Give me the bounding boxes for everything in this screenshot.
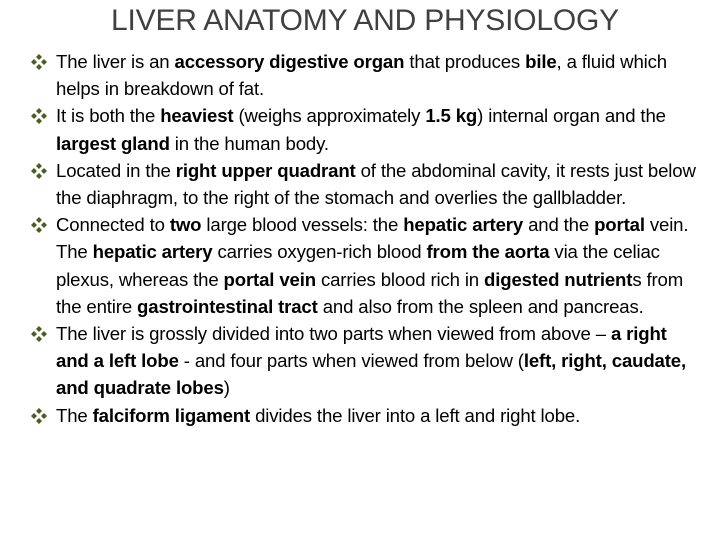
four-diamond-bullet-icon: [31, 408, 47, 424]
bullet-item: [31, 211, 703, 320]
text: of the abdominal cavity, it rests just below the diaphragm, to the right of the stomach and overlies the gallbladder.: [56, 159, 696, 209]
text: that produces: [404, 51, 526, 72]
bullet-item: [31, 157, 703, 211]
bullet-item: [31, 402, 703, 429]
four-diamond-bullet-icon: [31, 54, 47, 70]
bullet-item: [31, 320, 703, 402]
bold-text: digested nutrient: [484, 268, 633, 290]
bold-text: a right and a left lobe: [56, 323, 667, 372]
bullet-item: [31, 102, 703, 156]
slide-title: LIVER ANATOMY AND PHYSIOLOGY: [111, 4, 619, 37]
bold-text: accessory digestive organ: [174, 51, 405, 72]
text: carries oxygen-rich blood: [212, 241, 427, 263]
text: ): [223, 377, 230, 399]
text: in the human body.: [169, 132, 329, 154]
bold-text: bile: [525, 51, 557, 72]
text: - and four parts when viewed from below (: [178, 350, 524, 372]
text: s from the entire: [56, 268, 684, 317]
text: , a fluid which helps in breakdown of fat.: [56, 51, 667, 100]
bold-text: portal vein: [223, 268, 316, 290]
bold-text: two: [169, 214, 202, 236]
text: Located in the: [56, 159, 176, 181]
bullet-list: [31, 48, 703, 429]
text: vein. The: [56, 214, 689, 263]
bold-text: right upper quadrant: [175, 159, 356, 181]
four-diamond-bullet-icon: [31, 326, 47, 342]
four-diamond-bullet-icon: [31, 108, 47, 124]
bold-text: 1.5 kg: [425, 105, 478, 127]
bullet-item: [31, 48, 703, 102]
bold-text: hepatic artery: [92, 241, 213, 263]
text: ) internal organ and the: [477, 105, 666, 127]
text: and the: [523, 214, 595, 236]
text: It is both the: [56, 105, 161, 127]
bold-text: heaviest: [160, 105, 234, 127]
bold-text: from the aorta: [426, 241, 550, 263]
bold-text: portal: [594, 214, 645, 236]
text: The liver is an: [56, 51, 175, 72]
bold-text: hepatic artery: [403, 214, 524, 236]
bold-text: largest gland: [56, 132, 170, 154]
text: carries blood rich in: [315, 268, 485, 290]
text: and also from the spleen and pancreas.: [317, 295, 644, 317]
text: large blood vessels: the: [201, 214, 404, 236]
bold-text: left, right, caudate, and quadrate lobes: [56, 350, 686, 399]
bold-text: gastrointestinal tract: [137, 295, 318, 317]
four-diamond-bullet-icon: [31, 163, 47, 179]
four-diamond-bullet-icon: [31, 217, 47, 233]
text: Connected to: [56, 214, 170, 236]
text: The: [56, 404, 93, 426]
text: divides the liver into a left and right lobe.: [250, 404, 581, 426]
text: via the celiac plexus, whereas the: [56, 241, 660, 290]
bold-text: falciform ligament: [92, 404, 251, 426]
text: The liver is grossly divided into two parts when viewed from above –: [56, 323, 611, 345]
text: (weighs approximately: [233, 105, 426, 127]
